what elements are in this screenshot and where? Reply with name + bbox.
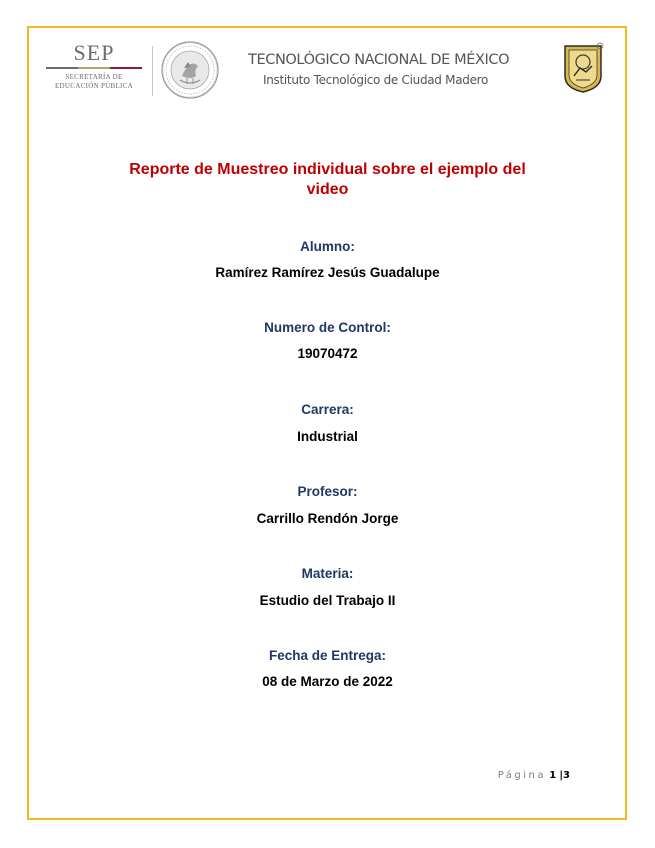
page-word: Página bbox=[497, 770, 547, 781]
control-number-value: 19070472 bbox=[297, 346, 358, 361]
subject-label: Materia: bbox=[301, 566, 354, 581]
sep-subtitle-line2: EDUCACIÓN PÚBLICA bbox=[54, 82, 134, 90]
page-current: 1 bbox=[549, 770, 557, 781]
sep-logo-rule bbox=[46, 67, 142, 69]
subject-value: Estudio del Trabajo II bbox=[259, 593, 396, 608]
page-border bbox=[27, 26, 627, 820]
student-value: Ramírez Ramírez Jesús Guadalupe bbox=[215, 265, 440, 280]
sep-rule-gray bbox=[46, 67, 78, 69]
header-divider bbox=[152, 46, 153, 96]
sep-logo bbox=[46, 42, 142, 98]
mexican-coat-of-arms-icon bbox=[160, 40, 220, 100]
sep-subtitle-line1: SECRETARÍA DE bbox=[65, 73, 123, 81]
page-separator: | bbox=[559, 770, 564, 781]
sep-rule-maroon bbox=[110, 67, 142, 69]
institution-title: TECNOLÓGICO NACIONAL DE MÉXICO bbox=[248, 52, 510, 68]
career-label: Carrera: bbox=[301, 402, 354, 417]
career-value: Industrial bbox=[297, 429, 358, 444]
teacher-label: Profesor: bbox=[297, 484, 358, 499]
institution-subtitle: Instituto Tecnológico de Ciudad Madero bbox=[263, 73, 489, 87]
delivery-date-value: 08 de Marzo de 2022 bbox=[262, 674, 393, 689]
page-total: 3 bbox=[563, 770, 570, 781]
sep-rule-gold bbox=[78, 67, 110, 69]
teacher-value: Carrillo Rendón Jorge bbox=[256, 511, 399, 526]
page-number-footer bbox=[440, 770, 570, 781]
delivery-date-label: Fecha de Entrega: bbox=[268, 648, 387, 663]
report-title-line1: Reporte de Muestreo individual sobre el ejemplo del bbox=[129, 161, 526, 178]
itcm-shield-logo-icon bbox=[562, 42, 604, 94]
student-label: Alumno: bbox=[300, 239, 355, 254]
report-title-line2: video bbox=[306, 181, 349, 198]
control-number-label: Numero de Control: bbox=[264, 320, 391, 335]
report-title bbox=[100, 160, 555, 200]
sep-logo-text: SEP bbox=[73, 40, 115, 65]
